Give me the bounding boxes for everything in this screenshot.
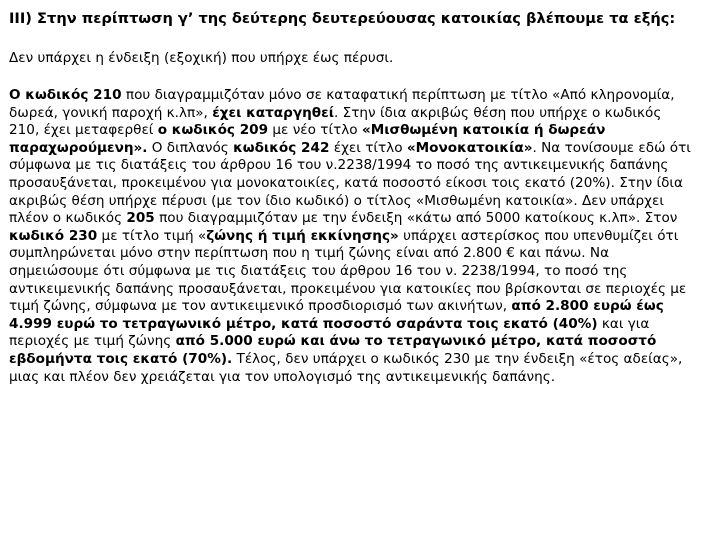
text-run: έχει τίτλο <box>329 139 407 156</box>
text-run: Ο διπλανός <box>147 139 234 156</box>
bold-text: 205 <box>126 210 155 227</box>
bold-text: κωδικό 230 <box>9 227 98 244</box>
text-run: που διαγραμμιζόταν μόνο σε καταφατική περίπτωση με τίτλο «Από κληρονομία, δωρεά, γονική παροχή κ.λπ», <box>9 87 675 121</box>
text-run: . Στην ίδια ακριβώς θέση που υπήρχε ο κωδικός 210, έχει μεταφερθεί <box>9 104 662 139</box>
text-run: Τέλος, δεν υπάρχει ο κωδικός 230 με την ένδειξη «έτος αδείας», μιας και πλέον δεν χρειάζεται για τον υπολογισμό της αντικειμενικής δαπάνης. <box>9 350 683 385</box>
bold-text: Ο κωδικός 210 <box>9 87 122 103</box>
bold-text: ο κωδικός 209 <box>157 122 269 139</box>
text-run: με τίτλο τιμή « <box>97 227 207 244</box>
text-run: που διαγραμμιζόταν με την ένδειξη «κάτω από 5000 κατοίκους κ.λπ». Στον <box>154 210 678 227</box>
text-run: και για περιοχές με τιμή ζώνης <box>9 315 650 350</box>
bold-text: από 5.000 ευρώ και άνω το τετραγωνικό μέτρο, κατά ποσοστό εβδομήντα τοις εκατό (70%). <box>9 333 657 367</box>
bold-text: ζώνης ή τιμή εκκίνησης» <box>206 227 399 244</box>
text-run: υπάρχει αστερίσκος που υπενθυμίζει ότι συμπληρώνεται μόνο στην περίπτωση που η τιμή ζώνης είναι από 2.800 € και πάνω. Να σημειώσουμε ότι σύμφωνα με τις διατάξεις του άρθρου 16 του ν. 2238/1994, το ποσό της αντικειμενικής δαπάνης προσαυξάνεται, προκειμένου για κατοικίες που βρίσκονται σε περιοχές με τιμή ζώνης, σύμφωνα με τον αντικειμενικό προσδιορισμό των ακινήτων, <box>9 227 687 315</box>
section-heading: III) Στην περίπτωση γ’ της δεύτερης δευτερεύουσας κατοικίας βλέπουμε τα εξής: <box>9 10 676 27</box>
text-run: με νέο τίτλο <box>268 122 362 139</box>
bold-text: έχει καταργηθεί <box>212 104 335 121</box>
bold-text: από 2.800 ευρώ έως 4.999 ευρώ το τετραγωνικό μέτρο, κατά ποσοστό σαράντα τοις εκατό (40%) <box>9 298 664 332</box>
bold-text: «Μονοκατοικία» <box>406 139 533 156</box>
bold-text: «Μισθωμένη κατοικία ή δωρεάν παραχωρούμενη». <box>9 122 606 156</box>
body-paragraph <box>9 87 694 386</box>
intro-paragraph: Δεν υπάρχει η ένδειξη (εξοχική) που υπήρχε έως πέρυσι. <box>9 50 394 66</box>
text-run: . Να τονίσουμε εδώ ότι σύμφωνα με τις διατάξεις του άρθρου 16 του ν.2238/1994 το ποσό της αντικειμενικής δαπάνης προσαυξάνεται, προκειμένου για μονοκατοικίες, κατά ποσοστό είκοσι τοις εκατό (20%). Στην ίδια ακριβώς θέση υπήρχε πέρυσι (με τον ίδιο κωδικό) ο τίτλος «Μισθωμένη κατοικία». Δεν υπάρχει πλέον ο κωδικός <box>9 139 691 227</box>
bold-text: κωδικός 242 <box>233 139 330 156</box>
